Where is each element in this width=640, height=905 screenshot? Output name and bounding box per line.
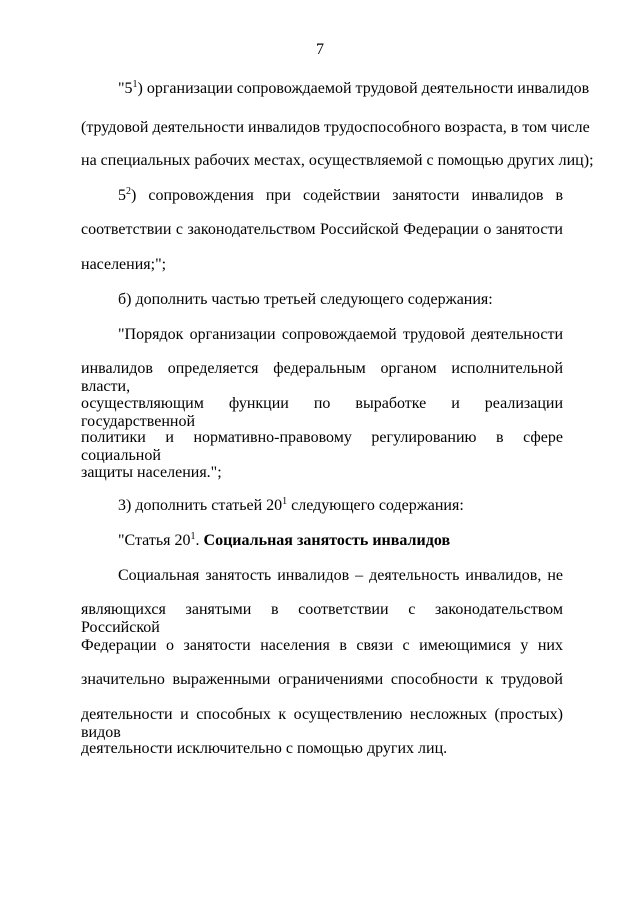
paragraph-line: деятельности и способных к осуществлению несложных (простых) видов [81,706,563,741]
paragraph-b: б) дополнить частью третьей следующего содержания: [118,291,493,308]
paragraph-line: (трудовой деятельности инвалидов трудоспособного возраста, в том числе [81,119,590,136]
paragraph-line: деятельности исключительно с помощью других лиц. [81,740,448,757]
paragraph-line: на специальных рабочих местах, осуществляемой с помощью других лиц); [81,152,594,169]
paragraph-social: Социальная занятость инвалидов – деятельность инвалидов, не [118,567,563,584]
paragraph-line: защиты населения."; [81,464,222,481]
article-title: Социальная занятость инвалидов [203,532,451,549]
paragraph-line: инвалидов определяется федеральным органом исполнительной власти, [81,360,563,395]
paragraph-line: значительно выраженными ограничениями способности к трудовой [81,671,563,688]
paragraph-line: политики и нормативно-правовому регулированию в сфере социальной [81,429,563,464]
paragraph-line: Федерации о занятости населения в связи с имеющимися у них [81,637,563,654]
paragraph-order: "Порядок организации сопровождаемой трудовой деятельности [118,326,563,343]
paragraph-5-2: $5^2$) сопровождения при содействии занятости инвалидов в [118,186,563,204]
page-number: 7 [316,41,324,58]
paragraph-5-1: "$5^1$) организации сопровождаемой трудовой деятельности инвалидов [118,79,590,97]
paragraph-line: являющихся занятыми в соответствии с законодательством Российской [81,601,563,636]
paragraph-line: населения;"; [81,256,167,273]
paragraph-line: осуществляющим функции по выработке и реализации государственной [81,395,563,430]
paragraph-line: соответствии с законодательством Российской Федерации о занятости [81,221,563,238]
paragraph-3: 3) дополнить статьей $20^1$ следующего содержания: [118,496,464,514]
article-heading: "Статья $20^1$. Социальная занятость инвалидов [118,531,451,549]
